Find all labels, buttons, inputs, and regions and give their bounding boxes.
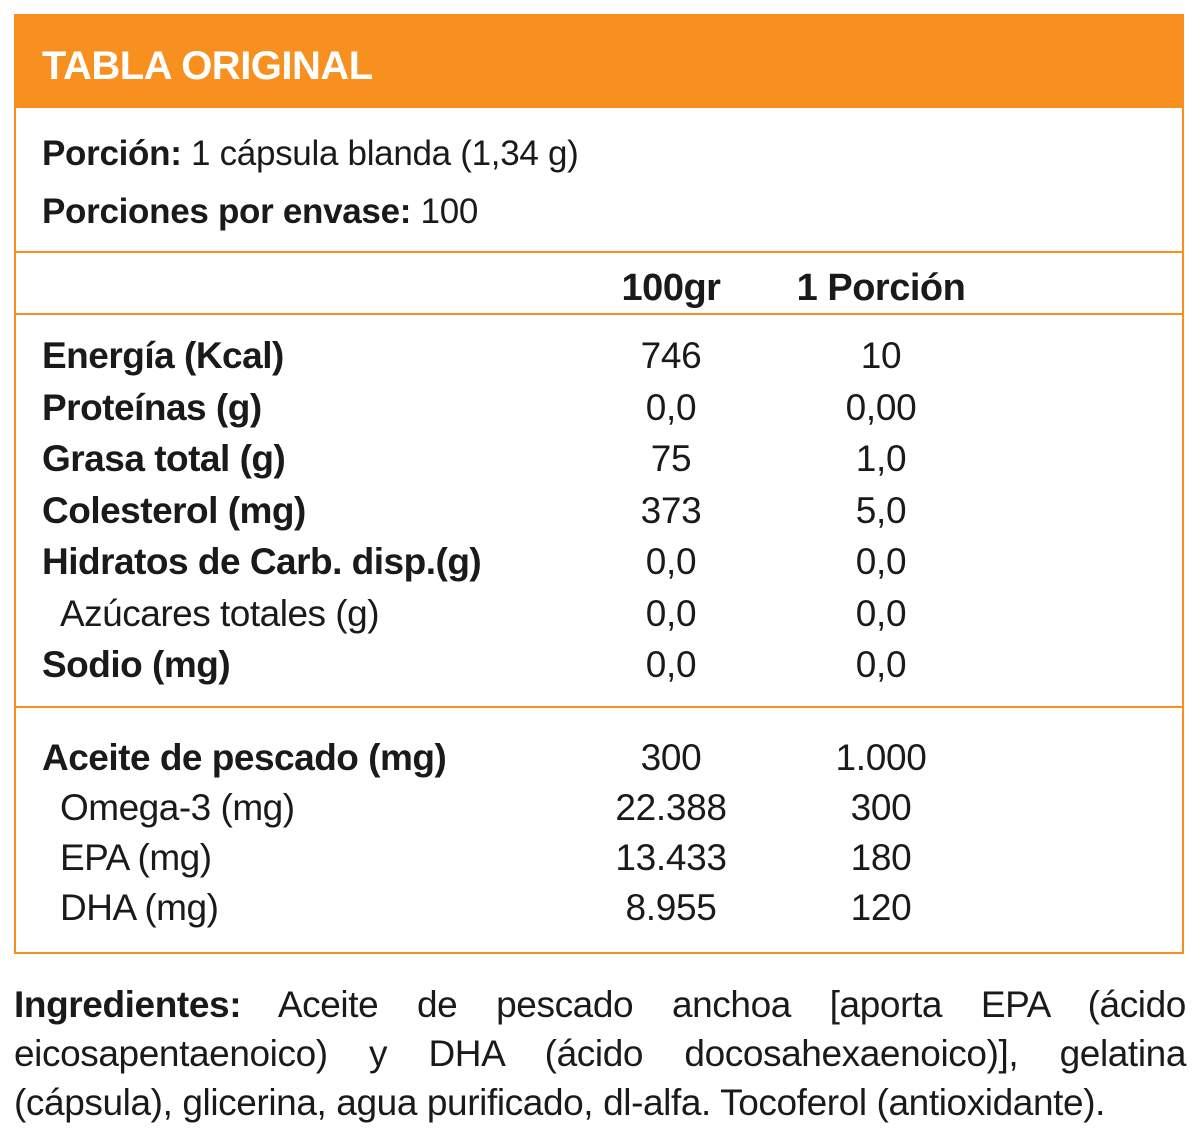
- table-row: [16, 640, 1182, 690]
- value-portion: 10: [860, 335, 902, 376]
- column-header-portion: 1 Porción: [796, 267, 966, 309]
- portion-label: Porción:: [42, 134, 182, 173]
- value-100gr: 300: [640, 737, 702, 778]
- servings-line: [42, 192, 478, 232]
- value-100gr: 75: [650, 438, 692, 479]
- portion-line: [42, 134, 579, 174]
- ingredients-text: Aceite de pescado anchoa [aporta EPA (ácido eicosapentaenoico) y DHA (ácido docosahexaenoico)], gelatina (cápsula), glicerina, agua purificado, dl-alfa. Tocoferol (antioxidante).: [14, 984, 1186, 1123]
- table-row: [16, 589, 1182, 639]
- row-label: Colesterol (mg): [42, 489, 306, 531]
- row-label: Proteínas (g): [42, 386, 262, 428]
- nutrition-table: [14, 14, 1184, 954]
- ingredients-paragraph: [14, 980, 1186, 1127]
- value-100gr: 0,0: [645, 386, 697, 428]
- value-portion: 120: [850, 887, 912, 928]
- row-label: Energía (Kcal): [42, 335, 284, 376]
- value-portion: 0,0: [855, 592, 907, 634]
- value-100gr: 0,0: [645, 541, 697, 582]
- table-row: [16, 486, 1182, 536]
- table-row: [16, 537, 1182, 587]
- value-100gr: 0,0: [645, 592, 697, 634]
- value-portion: 1,0: [855, 438, 907, 479]
- table-row: [16, 331, 1182, 381]
- portion-value: 1 cápsula blanda (1,34 g): [181, 134, 579, 173]
- table-row: [16, 434, 1182, 484]
- row-label: Hidratos de Carb. disp.(g): [42, 541, 482, 582]
- servings-value: 100: [411, 192, 479, 231]
- row-label: Aceite de pescado (mg): [42, 737, 447, 778]
- value-100gr: 22.388: [615, 787, 727, 828]
- value-portion: 5,0: [855, 489, 907, 531]
- value-100gr: 13.433: [615, 837, 727, 878]
- table-row: [16, 383, 1182, 433]
- divider: [16, 251, 1182, 253]
- value-portion: 0,0: [855, 644, 907, 685]
- table-row: [16, 783, 1182, 833]
- column-header-100gr: 100gr: [621, 267, 721, 309]
- table-header: [16, 16, 1182, 108]
- ingredients-label: Ingredientes:: [14, 984, 242, 1025]
- value-portion: 180: [850, 837, 912, 878]
- divider: [16, 313, 1182, 315]
- row-label: Azúcares totales (g): [60, 592, 380, 634]
- value-portion: 0,0: [855, 541, 907, 582]
- value-portion: 1.000: [835, 737, 927, 778]
- row-label: Omega-3 (mg): [60, 787, 295, 828]
- value-100gr: 746: [640, 335, 702, 376]
- value-portion: 0,00: [845, 386, 917, 428]
- table-row: [16, 733, 1182, 783]
- table-row: [16, 883, 1182, 933]
- row-label: Grasa total (g): [42, 438, 286, 479]
- value-100gr: 373: [640, 489, 702, 531]
- table-title: TABLA ORIGINAL: [42, 44, 373, 88]
- value-portion: 300: [850, 787, 912, 828]
- row-label: Sodio (mg): [42, 644, 231, 685]
- table-row: [16, 833, 1182, 883]
- row-label: EPA (mg): [60, 837, 212, 878]
- servings-label: Porciones por envase:: [42, 192, 412, 231]
- value-100gr: 0,0: [645, 644, 697, 685]
- value-100gr: 8.955: [625, 887, 717, 928]
- divider: [16, 706, 1182, 708]
- row-label: DHA (mg): [60, 887, 219, 928]
